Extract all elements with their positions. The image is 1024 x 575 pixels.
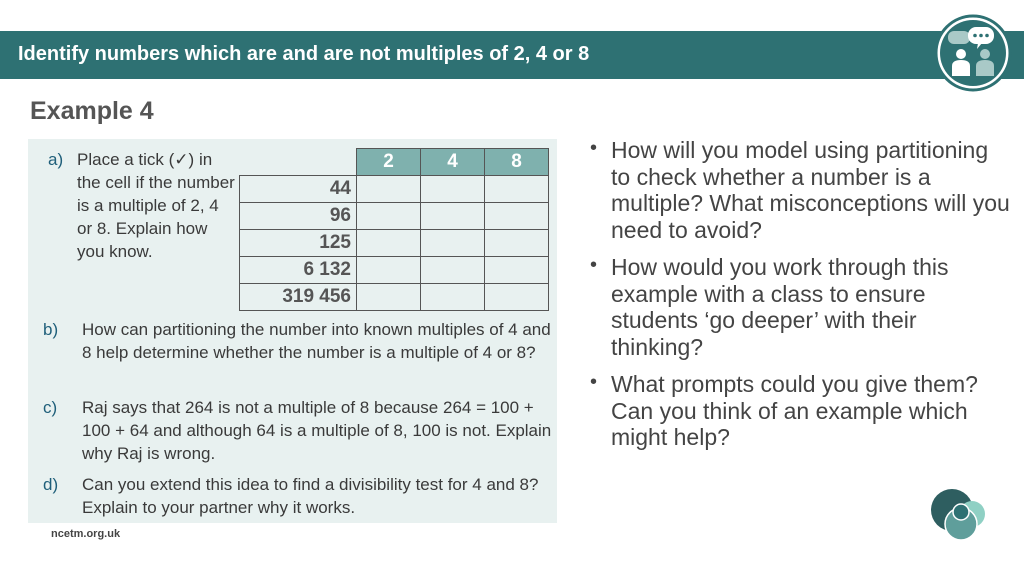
list-item	[590, 371, 1010, 451]
tick-cell[interactable]	[421, 284, 485, 311]
bullet-text: How would you work through this example with a class to ensure students ‘go deeper’ with their thinking?	[611, 254, 949, 360]
bullet-icon: •	[590, 137, 598, 159]
tick-cell[interactable]	[485, 257, 549, 284]
overlapping-circles-icon	[928, 487, 988, 543]
footer-url: ncetm.org.uk	[51, 528, 121, 540]
table-row	[240, 284, 549, 311]
tick-cell[interactable]	[357, 230, 421, 257]
title-banner	[0, 31, 1024, 79]
row-number: 44	[240, 176, 357, 203]
prompt-list	[590, 137, 1010, 462]
bullet-text: What prompts could you give them? Can you think of an example which might help?	[611, 371, 978, 450]
question-text: Raj says that 264 is not a multiple of 8 because 264 = 100 + 100 + 64 and although 64 is a multiple of 8, 100 is not. Explain why Raj is wrong.	[82, 398, 552, 463]
tick-cell[interactable]	[485, 230, 549, 257]
multiples-table	[239, 148, 549, 311]
question-label: d)	[43, 475, 59, 494]
table-row	[240, 230, 549, 257]
tick-cell[interactable]	[357, 176, 421, 203]
question-label: c)	[43, 398, 58, 417]
tick-cell[interactable]	[357, 257, 421, 284]
row-number: 6 132	[240, 257, 357, 284]
tick-cell[interactable]	[357, 203, 421, 230]
page-title: Identify numbers which are and are not multiples of 2, 4 or 8	[18, 43, 590, 65]
table-header-cell: 8	[485, 149, 549, 176]
row-number: 125	[240, 230, 357, 257]
bullet-icon: •	[590, 254, 598, 276]
tick-cell[interactable]	[421, 230, 485, 257]
tick-cell[interactable]	[485, 176, 549, 203]
table-row	[240, 203, 549, 230]
row-number: 319 456	[240, 284, 357, 311]
table-row	[240, 257, 549, 284]
table-header-row	[240, 149, 549, 176]
bullet-icon: •	[590, 371, 598, 393]
tick-cell[interactable]	[421, 203, 485, 230]
tick-cell[interactable]	[357, 284, 421, 311]
table-header-cell: 4	[421, 149, 485, 176]
question-label: b)	[43, 320, 59, 339]
question-text: Can you extend this idea to find a divisibility test for 4 and 8? Explain to your partner why it works.	[82, 475, 539, 517]
tick-cell[interactable]	[485, 284, 549, 311]
question-text: Place a tick (✓) in the cell if the number is a multiple of 2, 4 or 8. Explain how you know.	[77, 150, 235, 261]
row-number: 96	[240, 203, 357, 230]
tick-cell[interactable]	[485, 203, 549, 230]
list-item	[590, 254, 1010, 360]
question-text: How can partitioning the number into known multiples of 4 and 8 help determine whether the number is a multiple of 4 or 8?	[82, 320, 551, 362]
table-row	[240, 176, 549, 203]
discussion-people-icon	[934, 14, 1012, 92]
example-heading: Example 4	[30, 97, 154, 125]
table-header-cell: 2	[357, 149, 421, 176]
list-item	[590, 137, 1010, 243]
bullet-text: How will you model using partitioning to check whether a number is a multiple? What misconceptions will you need to avoid?	[611, 137, 1010, 243]
table-corner	[240, 149, 357, 176]
tick-cell[interactable]	[421, 257, 485, 284]
tick-cell[interactable]	[421, 176, 485, 203]
question-label: a)	[48, 150, 64, 169]
